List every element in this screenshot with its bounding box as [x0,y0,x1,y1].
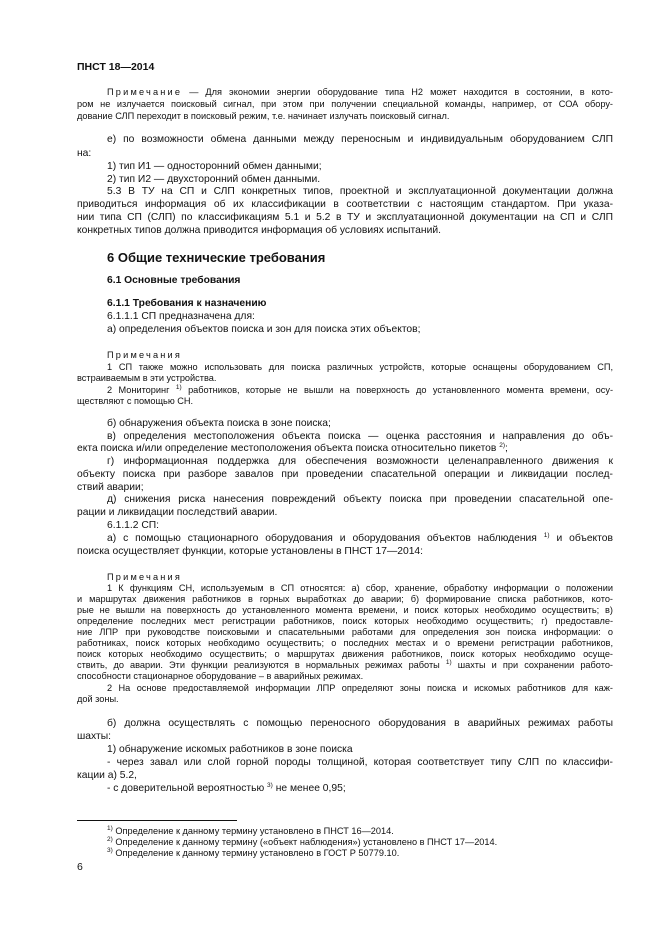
footnote-2: $^{2)}$ Определение к данному термину («объект наблюдения») установлено в ПНСТ 17—2014. [107,836,498,847]
para-e-line-2: на: [77,148,92,159]
page-number: 6 [77,861,83,873]
list-item-d-line-2: рации и ликвидации последствий аварии. [77,507,278,518]
para-5-3-line-4: конкретных типов должна приводится информация об условиях испытаний. [77,225,441,236]
section-6-1-1-heading: 6.1.1 Требования к назначению [107,298,267,309]
para-b-item-1-line-4: - с доверительной вероятностью $^{3)}$ не менее 0,95; [107,782,346,794]
para-6-1-1-2-a-line-1: а) с помощью стационарного оборудования и оборудования объектов наблюдения $^{1)}$ и объектов [107,532,613,544]
para-5-3-line-1: 5.3 В ТУ на СП и СЛП конкретных типов, проектной и эксплуатационной документации должна [107,186,613,197]
para-6-1-1-1-a: а) определения объектов поиска и зон для поиска этих объектов; [107,324,421,335]
para-b-line-2: шахты: [77,731,111,742]
para-e-type-2: 2) тип И2 — двухсторонний обмен данными. [107,174,321,185]
list-item-v-line-2: екта поиска и/или определение местоположения объекта поиска относительно пикетов $^{2)}$; [77,442,508,454]
notes-2-line-4: определение последних мест регистрации работников, поиск которых необходимо осуществить; г) предоставле- [77,616,613,626]
footnote-3: $^{3)}$ Определение к данному термину установлено в ГОСТ Р 50779.10. [107,847,400,858]
para-e-type-1: 1) тип И1 — односторонний обмен данными; [107,161,322,172]
notes-2-label: Примечания [107,572,183,582]
list-item-g-line-1: г) информационная поддержка для обеспечения возможности целенаправленного движения к [107,456,613,467]
note-label: Примечание [107,87,183,97]
notes-2-line-2: и маршрутах движения работников в горных выработках до аварии; б) формирование списка работников, кото- [77,594,613,604]
notes-1-item-2-line-1: 2 Мониторинг $^{1)}$ работников, которые не вышли на поверхность до установленного момента времени, осу- [107,384,613,395]
para-e-line-1: е) по возможности обмена данными между переносным и индивидуальным оборудованием СЛП [107,134,613,145]
list-item-b: б) обнаружения объекта поиска в зоне поиска; [107,418,331,429]
list-item-g-line-3: ствий аварии; [77,482,144,493]
note-top-line-3: дование СЛП переходит в поисковый режим, т.е. начинает излучать поисковый сигнал. [77,111,450,121]
notes-1-item-1-line-2: встраиваемым в эти устройства. [77,373,217,383]
notes-2-line-6: работниках, поиск которых необходимо осуществить; о последних местах и о времени регистрации работников, [77,638,613,648]
para-b-line-1: б) должна осуществлять с помощью переносного оборудования в аварийных режимах работы [107,718,613,729]
list-item-d-line-1: д) снижения риска нанесения повреждений объекту поиска при проведении спасательной опе- [107,494,613,505]
note-top-line-1: Примечание — Для экономии энергии оборудование типа Н2 может находится в состоянии, в кото- [77,87,613,98]
notes-2-line-1: 1 К функциям СН, используемым в СП относятся: а) сбор, хранение, обработку информации о положении [107,583,613,593]
notes-2-line-10: 2 На основе предоставляемой информации ЛПР определяют зоны поиска и искомых работников для каж- [107,683,613,693]
section-6-1-heading: 6.1 Основные требования [107,275,241,286]
notes-1-item-1-line-1: 1 СП также можно использовать для поиска различных устройств, которые оснащены оборудованием СП, [107,362,613,372]
notes-1-label: Примечания [107,350,183,360]
notes-2-line-3: рые не вышли на поверхность до установленного момента времени, и поиск которых необходимо осуществить; в) [77,605,613,615]
notes-2-line-7: поиск которых необходимо осуществить; о маршрутах движения работников, поиск которых необходимо осуще- [77,649,613,659]
footnote-separator [77,820,237,821]
para-5-3-line-3: нии типа СП (СЛП) по классификациям 5.1 и 5.2 в ТУ и эксплуатационной документации на СП и СЛП [77,212,613,223]
para-6-1-1-2-a-line-2: поиска осуществляет функции, которые установлены в ПНСТ 17—2014: [77,546,424,557]
notes-2-line-11: дой зоны. [77,694,119,704]
note-top-line-2: ром не излучается поисковый сигнал, при этом при получении специальной команды, например, от СОА обору- [77,99,613,109]
document-header: ПНСТ 18—2014 [77,61,155,73]
para-b-item-1: 1) обнаружение искомых работников в зоне поиска [107,744,353,755]
para-b-item-1-line-2: - через завал или слой горной породы толщиной, которая соответствует типу СЛП по классифи- [107,757,613,768]
section-6-heading: 6 Общие технические требования [107,250,326,265]
notes-2-line-5: ние ЛПР при руководстве поисковыми и спасательными работами для определения зон поиска информации: о [77,627,613,637]
notes-2-line-9: способности стационарное оборудование – в аварийных режимах. [77,671,364,681]
list-item-g-line-2: объекту поиска при разборе завалов при проведении спасательной операции и ликвидации послед- [77,469,613,480]
para-6-1-1-1: 6.1.1.1 СП предназначена для: [107,311,255,322]
para-b-item-1-line-3: кации а) 5.2, [77,770,137,781]
list-item-v-line-1: в) определения местоположения объекта поиска — оценка расстояния и направления до объ- [107,431,613,442]
footnote-1: $^{1)}$ Определение к данному термину установлено в ПНСТ 16—2014. [107,825,394,836]
para-6-1-1-2: 6.1.1.2 СП: [107,520,160,531]
notes-2-line-8: ствить, до аварии. Эти функции реализуются в нормальных режимах работы $^{1)}$ шахты и при сохранении работо- [77,659,613,670]
para-5-3-line-2: приводиться информация об их классификации в соответствии с настоящим стандартом. При указа- [77,199,613,210]
notes-1-item-2-line-2: ществляют с помощью СН. [77,396,194,406]
